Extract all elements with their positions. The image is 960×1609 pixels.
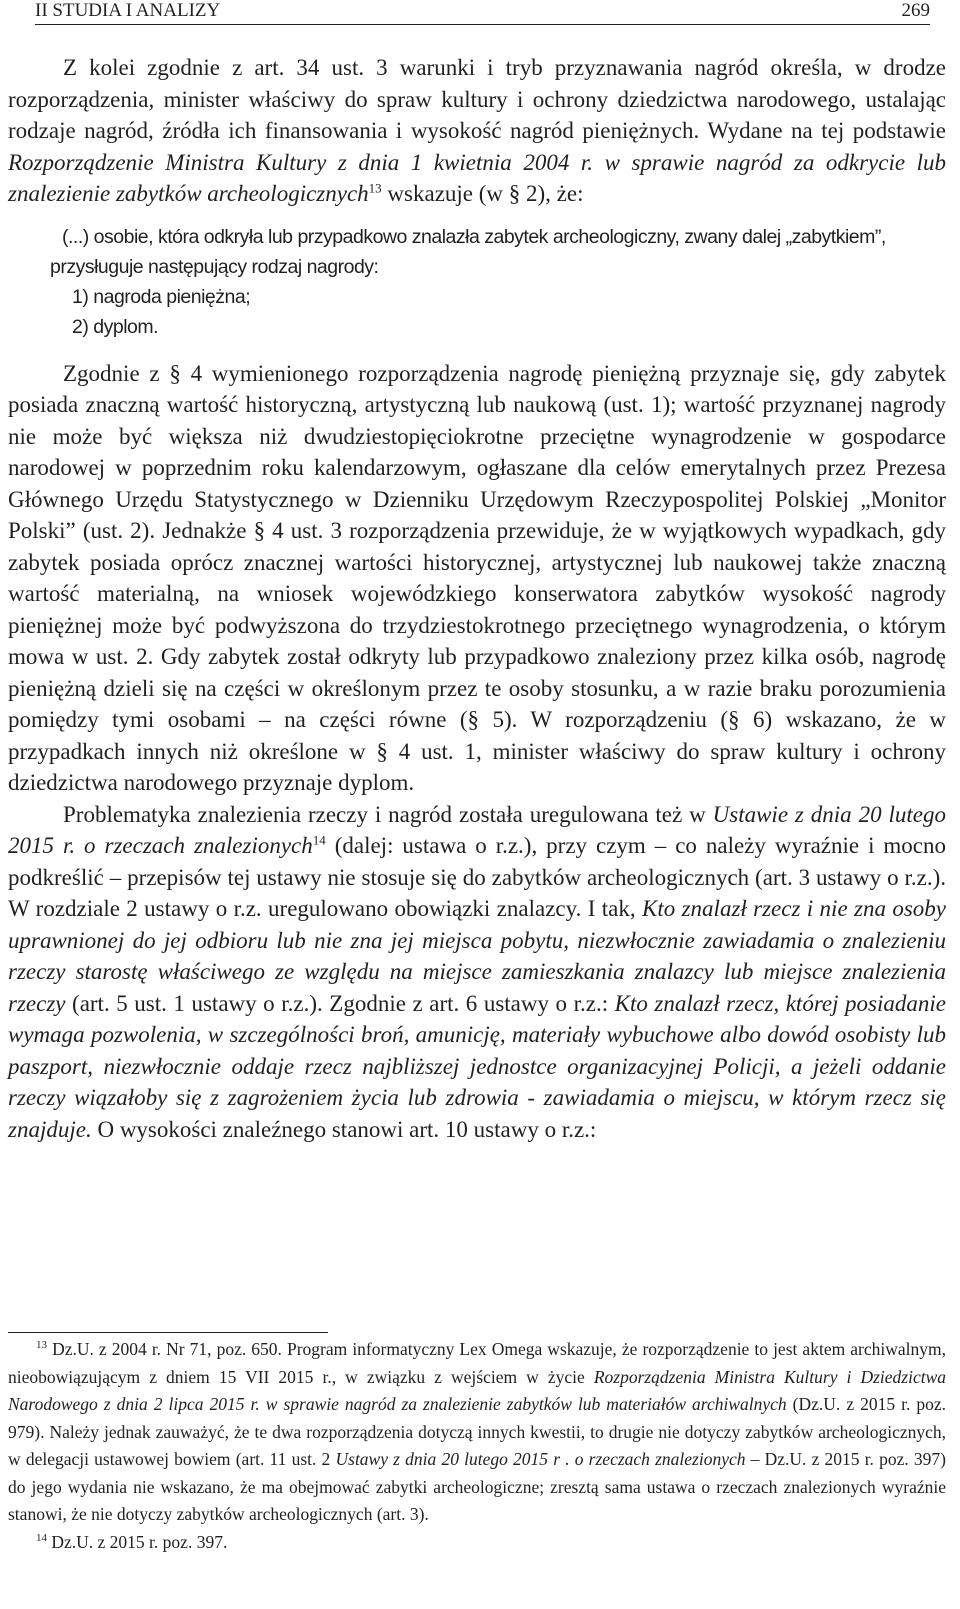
running-header <box>35 0 930 22</box>
page-number: 269 <box>901 0 930 21</box>
italic-title: Rozporządzenie Ministra Kultury z dnia 1 kwietnia 2004 r. w sprawie nagród za odkrycie lub znalezienie zabytków archeologicznych <box>8 149 946 206</box>
text-run: wskazuje (w § 2), że: <box>381 181 584 206</box>
footnote-14 <box>8 1529 946 1557</box>
text-run: Zgodnie z § 4 wymienionego rozporządzenia nagrodę pieniężną przyznaje się, gdy zabytek posiada znaczną wartość historyczną, artystyczną lub naukową (ust. 1); wartość przyznanej nagrody nie może być większa niż dwudziestopięciokrotne przeciętne wynagrodzenie w gospodarce narodowej w poprzednim roku kalendarzowym, ogłaszane dla celów emerytalnych przez Prezesa Głównego Urzędu Statystycznego w Dzienniku Urzędowym Rzeczypospolitej Polskiej „Monitor Polski” (ust. 2). Jednakże § 4 ust. 3 rozporządzenia przewiduje, że w wyjątkowych wypadkach, gdy zabytek posiada oprócz znacznej wartości historycznej, artystycznej lub naukowej także znaczną wartość materialną, na wniosek wojewódzkiego konserwatora zabytków wysokość nagrody pieniężnej może być podwyższona do trzydziestokrotnego przeciętnego wynagrodzenia, o którym mowa w ust. 2. Gdy zabytek został odkryty lub przypadkowo znaleziony przez kilka osób, nagrodę pieniężną dzieli się na części w określonym przez te osoby stosunku, a w razie braku porozumienia pomiędzy tymi osobami – na części równe (§ 5). W rozporządzeniu (§ 6) wskazano, że w przypadkach innych niż określone w § 4 ust. 1, minister właściwy do spraw kultury i ochrony dziedzictwa narodowego przyznaje dyplom. <box>8 360 946 795</box>
main-text <box>8 52 946 1145</box>
text-run: Dz.U. z 2004 r. Nr 71, poz. 650. Program informatyczny Lex Omega wskazuje, że rozporządzenie to jest aktem archiwalnym, nieobowiązującym z dniem 15 VII 2015 r., w związku z wejściem w życie <box>8 1339 946 1387</box>
footnote-number: 13 <box>36 1339 47 1352</box>
italic-title: Rozporządzenia Ministra Kultury i Dziedzictwa Narodowego z dnia 2 lipca 2015 r. w sprawie nagród za znalezienie zabytków lub materiałów archiwalnych <box>8 1366 947 1414</box>
quote-list-item: 2) dyplom. <box>72 315 159 338</box>
italic-quote: Kto znalazł rzecz i nie zna osoby uprawnionej do jej odbioru lub nie zna jej miejsca pobytu, niezwłocznie zawiadamia o znalezieniu rzeczy starostę właściwego ze względu na miejsce zamieszkania znalazcy lub miejsce znalezienia rzeczy <box>8 896 947 1016</box>
paragraph-3 <box>8 799 946 1146</box>
italic-title: Ustawie z dnia 20 lutego 2015 r. o rzeczach znalezionych <box>8 801 946 858</box>
text-run: Problematyka znalezienia rzeczy i nagród została uregulowana też w <box>63 801 713 827</box>
footnote-ref-13[interactable]: 13 <box>368 180 382 196</box>
text-run: Dz.U. z 2015 r. poz. 397. <box>47 1531 228 1552</box>
text-run: (Dz.U. z 2015 r. poz. 979). Należy jednak zauważyć, że te dwa rozporządzenia dotyczą innych kwestii, to drugie nie dotyczy zabytków archeologicznych, w delegacji ustawowej bowiem (art. 11 ust. 2 <box>8 1394 946 1469</box>
footnote-ref-14[interactable]: 14 <box>312 832 326 848</box>
header-rule <box>35 24 930 25</box>
footnote-13 <box>8 1336 946 1529</box>
quote-list-item: 1) nagroda pieniężna; <box>72 285 251 308</box>
footnotes <box>8 1336 946 1556</box>
quote-lead: (...) osobie, która odkryła lub przypadkowo znalazła zabytek archeologiczny, zwany dalej „zabytkiem”, przysługuje następujący rodzaj nagrody: <box>50 225 886 278</box>
section-title: II STUDIA I ANALIZY <box>35 0 221 21</box>
block-quote <box>50 222 946 342</box>
text-run: Z kolei zgodnie z art. 34 ust. 3 warunki i tryb przyznawania nagród określa, w drodze rozporządzenia, minister właściwy do spraw kultury i ochrony dziedzictwa narodowego, ustalając rodzaje nagród, źródła ich finansowania i wysokość nagród pieniężnych. Wydane na tej podstawie <box>8 55 946 143</box>
italic-quote: Kto znalazł rzecz, której posiadanie wymaga pozwolenia, w szczególności broń, amunicję, materiały wybuchowe albo dowód osobisty lub paszport, niezwłocznie oddaje rzecz najbliższej jednostce organizacyjnej Policji, a jeżeli oddanie rzeczy wiązałoby się z zagrożeniem życia lub zdrowia - zawiadamia o miejscu, w którym rzecz się znajduje. <box>8 990 946 1142</box>
paragraph-2 <box>8 358 946 799</box>
footnote-separator <box>8 1332 328 1333</box>
text-run: O wysokości znaleźnego stanowi art. 10 ustawy o r.z.: <box>91 1116 597 1142</box>
italic-title: Ustawy z dnia 20 lutego 2015 r . o rzeczach znalezionych <box>335 1449 746 1469</box>
text-run: (dalej: ustawa o r.z.), przy czym – co należy wyraźnie i mocno podkreślić – przepisów tej ustawy nie stosuje się do zabytków archeologicznych (art. 3 ustawy o r.z.). W rozdziale 2 ustawy o r.z. uregulowano obowiązki znalazcy. I tak, <box>8 833 947 921</box>
spacer <box>8 342 946 358</box>
text-run: – Dz.U. z 2015 r. poz. 397) do jego wydania nie wskazano, że ma obejmować zabytki archeologiczne; zresztą sama ustawa o rzeczach znalezionych wyraźnie stanowi, że nie dotyczy zabytków archeologicznych (art. 3). <box>8 1449 947 1524</box>
paragraph-1 <box>8 52 946 210</box>
footnote-number: 14 <box>36 1531 47 1544</box>
text-run: (art. 5 ust. 1 ustawy o r.z.). Zgodnie z art. 6 ustawy o r.z.: <box>65 990 615 1016</box>
